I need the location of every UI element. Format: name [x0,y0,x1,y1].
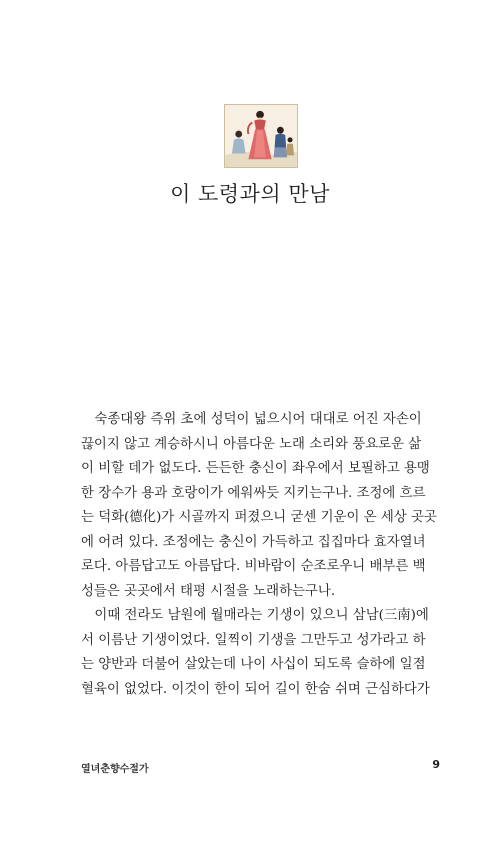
chapter-illustration [224,104,298,168]
running-footer-book-title: 열녀춘향수절가 [81,764,149,775]
text-line: 한 장수가 용과 호랑이가 에워싸듯 지키는구나. 조정에 흐르 [81,485,426,501]
text-line: 끊이지 않고 계승하시니 아름다운 노래 소리와 풍요로운 삶 [81,436,422,452]
text-line: 로다. 아름답고도 아름답다. 비바람이 순조로우니 배부른 백 [81,559,426,574]
body-text [81,408,441,702]
text-line: 서 이름난 기생이었다. 일찍이 기생을 그만두고 성가라고 하 [81,632,426,648]
traditional-figures-icon [225,105,297,167]
chapter-title: 이 도령과의 만남 [170,182,330,206]
page-number: 9 [432,758,440,771]
text-line: 성들은 곳곳에서 태평 시절을 노래하는구나. [81,583,336,599]
text-line: 에 어려 있다. 조정에는 충신이 가득하고 집집마다 효자열녀 [81,534,426,550]
paragraph-1 [81,408,441,604]
text-line: 혈육이 없었다. 이것이 한이 되어 길이 한숨 쉬며 근심하다가 [81,681,430,697]
text-line: 숙종대왕 즉위 초에 성덕이 넓으시어 대대로 어진 자손이 [94,412,422,427]
text-line: 이때 전라도 남원에 월매라는 기생이 있으니 삼남(三南)에 [94,608,429,623]
text-line: 이 비할 데가 없도다. 든든한 충신이 좌우에서 보필하고 용맹 [81,461,430,476]
paragraph-2 [81,604,441,702]
text-line: 는 양반과 더불어 살았는데 나이 사십이 되도록 슬하에 일점 [81,657,426,672]
text-line: 는 덕화(德化)가 시골까지 퍼졌으니 굳센 기운이 온 세상 곳곳 [81,510,437,525]
